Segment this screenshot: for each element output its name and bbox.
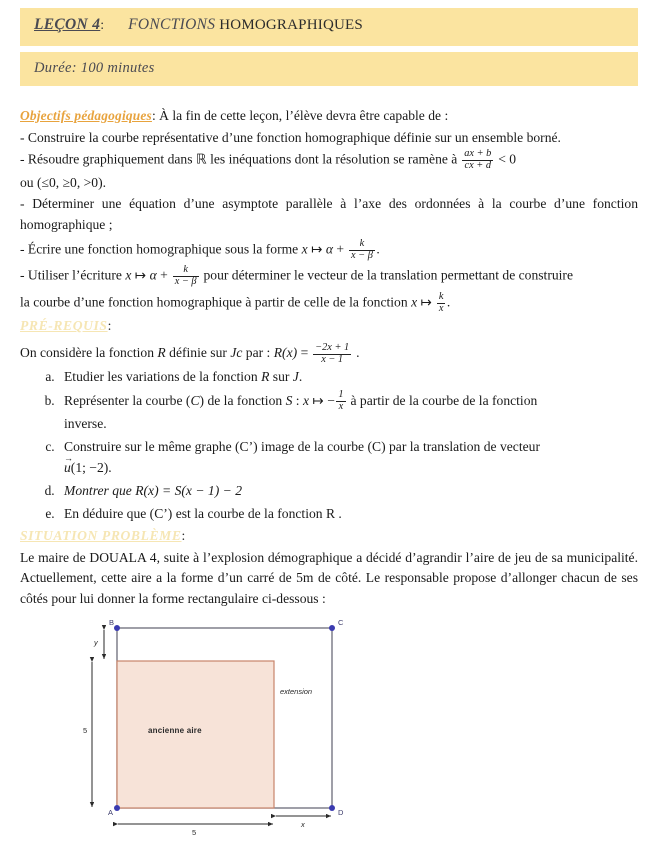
duration-label: Durée: 100 minutes — [34, 60, 155, 76]
prerequis-list — [20, 366, 638, 523]
vertex-label-A: A — [108, 807, 114, 817]
function-R-symbol: R — [157, 345, 166, 361]
fraction-numerator: k — [183, 264, 188, 276]
prerequis-heading-colon: : — [107, 318, 112, 334]
fraction-numerator: k — [438, 290, 444, 302]
dimension-label-x: x — [301, 819, 305, 829]
item-a-R: R — [261, 369, 270, 385]
vertex-label-D: D — [338, 807, 344, 817]
item-a-period: . — [298, 369, 303, 385]
prerequis-intro-par: par : — [245, 345, 271, 361]
fraction-denominator: x − β — [350, 249, 373, 261]
document-body — [20, 86, 638, 610]
extension-label: extension — [280, 686, 313, 696]
maps-to-symbol-3: ↦ — [420, 294, 432, 310]
objective-item-7 — [20, 292, 638, 315]
fraction-numerator: ax + b — [464, 148, 492, 160]
objective-item-6: - Utiliser l’écriture x ↦ α + $\frac{k}{x - \beta}$ pour déterminer le vecteur de la translation permettant de construire — [20, 264, 573, 288]
fraction-denominator: x − 1 — [313, 354, 351, 366]
fraction-k-over-x-minus-beta-2 — [173, 265, 199, 288]
objectives-intro-line — [20, 106, 638, 127]
fraction-denominator: x — [438, 302, 444, 314]
fraction-one-over-x — [336, 390, 345, 413]
maps-to-symbol-1: ↦ — [311, 241, 323, 257]
objective-item-7-text: la courbe d’une fonction homographique à partir de celle de la fonction — [20, 294, 408, 310]
item-b-S: S — [285, 392, 293, 408]
period-2: . — [446, 294, 451, 310]
objective-item-3: ou (≤0, ≥0, >0). — [20, 174, 107, 190]
fraction-denominator: cx + d — [462, 160, 493, 172]
prerequis-intro-before: On considère la fonction — [20, 345, 155, 361]
objective-item-4: - Déterminer une équation d’une asymptote parallèle à l’axe des ordonnées à la courbe d’une fonction homographique ; — [20, 196, 638, 233]
vertex-label-B: B — [109, 617, 115, 627]
item-c-coords: (1; −2). — [70, 459, 112, 475]
vertex-dot-D — [329, 805, 335, 811]
lesson-title-italic: FONCTIONS — [128, 16, 216, 33]
item-b-text-b: ) de la fonction — [199, 392, 286, 408]
vector-arrow-icon: → — [64, 452, 73, 463]
var-x-2: x — [125, 267, 132, 283]
period-3: . — [356, 345, 360, 361]
fraction-denominator: x − β — [174, 276, 197, 288]
objective-item-2 — [20, 149, 638, 172]
lesson-title-band — [20, 8, 638, 46]
objective-item-2-text: - Résoudre graphiquement dans ℝ les inéquations dont la résolution se ramène à — [20, 151, 458, 167]
vertex-dot-B — [114, 625, 120, 631]
dimension-label-y: y — [94, 637, 98, 647]
item-a-J: J — [292, 369, 299, 385]
item-b-text-e: inverse. — [64, 415, 107, 431]
old-area-label: ancienne aire — [148, 725, 202, 735]
situation-heading-line — [20, 526, 638, 547]
prerequis-heading: PRÉ-REQUIS — [20, 318, 108, 334]
fraction-numerator: 1 — [338, 389, 344, 401]
list-item — [58, 390, 638, 434]
item-a-text-1: Etudier les variations de la fonction — [64, 369, 262, 385]
vector-u-symbol — [64, 452, 73, 478]
vertex-dot-C — [329, 625, 335, 631]
lesson-title-colon: : — [100, 18, 105, 33]
dimension-label-bottom-5: 5 — [192, 827, 197, 837]
fraction-ax-b-over-cx-d — [462, 149, 493, 172]
item-b-text-a: Représenter la courbe ( — [64, 392, 191, 408]
objectives-heading: Objectifs pédagogiques — [20, 108, 152, 123]
prerequis-intro-mid: définie sur — [169, 345, 227, 361]
inequality-sign: < 0 — [498, 151, 517, 167]
fraction-numerator: −2x + 1 — [315, 341, 350, 353]
situation-paragraph: Le maire de DOUALA 4, suite à l’explosion démographique a décidé d’agrandir l’aire de jeu de sa municipalité. Actuellement, cette aire a la forme d’un carré de 5m de côté. Le responsable propose d’allonger chacun de ses côtés pour lui donner la forme rectangulaire ci-dessous : — [20, 549, 638, 606]
dimension-label-left-5: 5 — [83, 725, 88, 735]
equals-sign: = — [300, 345, 309, 361]
list-item — [58, 436, 638, 478]
alpha-symbol-1: α — [325, 241, 334, 257]
fraction-numerator: k — [359, 237, 365, 249]
objective-item-1: - Construire la courbe représentative d’une fonction homographique définie sur un ensemble borné. — [20, 129, 561, 145]
fraction-k-over-x — [437, 292, 446, 315]
diagram-svg — [82, 616, 382, 846]
objective-item-6-text: - Utiliser l’écriture — [20, 267, 122, 283]
objective-item-6-tail: pour déterminer le vecteur de la translation permettant de construire — [203, 267, 573, 283]
var-x-1: x — [301, 241, 308, 257]
duration-band — [20, 52, 638, 86]
alpha-symbol-2: α — [149, 267, 157, 283]
prerequis-heading-line — [20, 316, 638, 337]
figure-container — [20, 616, 638, 851]
fraction-denominator: x — [336, 401, 345, 413]
item-d-text: Montrer que R(x) = S(x − 1) − 2 — [64, 482, 243, 498]
maps-to-symbol-2: ↦ — [134, 267, 147, 283]
list-item — [58, 480, 638, 501]
vertex-dot-A — [114, 805, 120, 811]
R-of-x: R(x) — [273, 345, 298, 361]
objectives-heading-colon: : — [151, 108, 156, 123]
vertex-label-C: C — [338, 617, 344, 627]
rectangle-diagram — [82, 616, 382, 846]
var-x-3: x — [411, 294, 418, 310]
item-b-C: C — [190, 392, 200, 408]
item-a-text-2: sur — [269, 369, 293, 385]
list-item — [58, 366, 638, 387]
objective-item-5: - Écrire une fonction homographique sous la forme x ↦ α + $\frac{k}{x - \beta}$ . — [20, 237, 380, 261]
period-1: . — [376, 241, 380, 257]
domain-symbol: Jc — [230, 345, 243, 361]
objectives-intro-text: À la fin de cette leçon, l’élève devra être capable de : — [159, 108, 449, 123]
item-b-x: x — [302, 392, 310, 408]
situation-heading: SITUATION PROBLÈME — [20, 527, 182, 543]
item-c-text: Construire sur le même graphe (C’) image de la courbe (C) par la translation de vecteur — [64, 438, 540, 454]
prerequis-intro — [20, 343, 638, 366]
item-b-maps-to: ↦ — [312, 392, 324, 408]
fraction-k-over-x-minus-beta-1 — [349, 239, 375, 262]
item-b-text-c: : — [292, 392, 303, 408]
item-b-text-d: à partir de la courbe de la fonction — [350, 392, 538, 408]
lesson-number-label: LEÇON 4 — [34, 16, 101, 33]
situation-heading-colon: : — [181, 527, 186, 543]
list-item — [58, 503, 638, 524]
objective-item-5-text: - Écrire une fonction homographique sous la forme — [20, 241, 299, 257]
vector-u-letter: u — [64, 459, 71, 475]
item-b-minus: − — [327, 392, 335, 408]
item-e-text: En déduire que (C’) est la courbe de la fonction R . — [64, 505, 342, 521]
lesson-title-rest: HOMOGRAPHIQUES — [219, 17, 363, 33]
fraction-R-definition — [313, 343, 351, 366]
